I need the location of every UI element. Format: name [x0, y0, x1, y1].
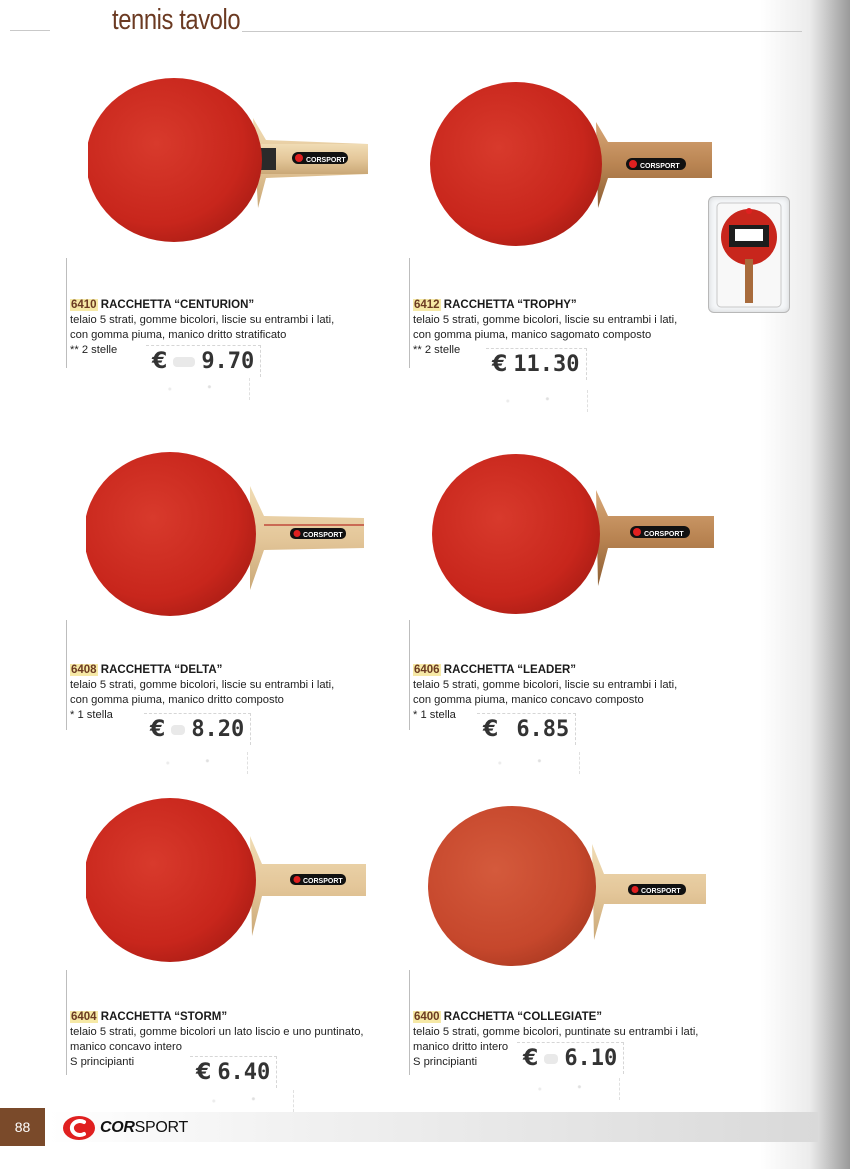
sticker-residue: [488, 390, 588, 412]
divider-line: [66, 970, 67, 1075]
page-gutter-shadow: [760, 0, 850, 1169]
product-description-line-2: con gomma piuma, manico sagomato composto: [413, 329, 652, 341]
product-name: RACCHETTA “TROPHY”: [443, 299, 577, 311]
corsport-c-icon: [62, 1115, 96, 1141]
product-code: 6408: [71, 664, 97, 676]
svg-text:CORSPORT: CORSPORT: [640, 163, 680, 170]
corsport-logo-icon: [630, 526, 690, 538]
product-description-line-1: telaio 5 strati, gomme bicolori, liscie su entrambi i lati,: [70, 679, 335, 691]
header-rule: [242, 31, 802, 32]
euro-sign: €: [196, 1060, 212, 1085]
product-description-line-1: telaio 5 strati, gomme bicolori, liscie su entrambi i lati,: [413, 314, 678, 326]
product-description-line-1: telaio 5 strati, gomme bicolori, puntinate su entrambi i lati,: [413, 1026, 699, 1038]
paddle-image-6404: [86, 796, 371, 971]
paddle-image-6400: [428, 804, 713, 979]
footer-brand-text: CORSPORT: [100, 1119, 188, 1136]
product-code: 6410: [71, 299, 97, 311]
sticker-residue: [148, 752, 248, 774]
product-name: RACCHETTA “DELTA”: [100, 664, 223, 676]
euro-sign: €: [492, 352, 508, 377]
divider-line: [409, 620, 410, 730]
header-rule-left: [10, 30, 50, 31]
euro-sign: €: [483, 717, 499, 742]
divider-line: [409, 258, 410, 368]
price-value: 6.40: [217, 1060, 271, 1085]
product-description-line-2: con gomma piuma, manico dritto stratificato: [70, 329, 287, 341]
product-name: RACCHETTA “STORM”: [100, 1011, 228, 1023]
product-name: RACCHETTA “CENTURION”: [100, 299, 255, 311]
product-rating: ** 2 stelle: [70, 344, 118, 356]
price-value: 8.20: [191, 717, 245, 742]
page-title: tennis tavolo: [112, 4, 241, 36]
price-tag-6400: [517, 1042, 624, 1074]
divider-line: [409, 970, 410, 1075]
product-name: RACCHETTA “LEADER”: [443, 664, 577, 676]
product-6406: [413, 663, 753, 723]
svg-text:CORSPORT: CORSPORT: [644, 531, 684, 538]
product-description-line-2: manico dritto intero: [413, 1041, 509, 1053]
svg-text:CORSPORT: CORSPORT: [306, 157, 346, 164]
price-value: 6.85: [516, 717, 570, 742]
price-tag-6410: [146, 345, 261, 377]
price-tag-6404: [190, 1056, 277, 1088]
price-tag-6406: [477, 713, 576, 745]
product-rating: S principianti: [70, 1056, 135, 1068]
smudge-mark: [544, 1054, 558, 1064]
corsport-logo-icon: [626, 158, 686, 170]
price-value: 6.10: [564, 1046, 618, 1071]
product-description-line-2: manico concavo intero: [70, 1041, 182, 1053]
product-rating: * 1 stella: [413, 709, 456, 721]
product-title: [70, 1010, 410, 1025]
product-description-line-1: telaio 5 strati, gomme bicolori, liscie su entrambi i lati,: [70, 314, 335, 326]
price-value: 11.30: [513, 352, 580, 377]
svg-text:CORSPORT: CORSPORT: [303, 532, 343, 539]
product-title: [413, 298, 753, 313]
product-name: RACCHETTA “COLLEGIATE”: [443, 1011, 603, 1023]
sticker-residue: [194, 1090, 294, 1112]
price-tag-6412: [486, 348, 587, 380]
page-number: 88: [0, 1108, 45, 1146]
sticker-residue: [520, 1078, 620, 1100]
paddle-image-6412: [430, 78, 715, 253]
footer-brand-logo: [62, 1115, 188, 1141]
euro-sign: €: [150, 717, 166, 742]
corsport-logo-icon: [292, 152, 348, 164]
svg-text:CORSPORT: CORSPORT: [641, 888, 681, 895]
product-code: 6406: [414, 664, 440, 676]
product-code: 6412: [414, 299, 440, 311]
divider-line: [66, 620, 67, 730]
corsport-logo-icon: [628, 884, 686, 895]
divider-line: [66, 258, 67, 368]
corsport-logo-icon: [290, 874, 346, 885]
product-rating: S principianti: [413, 1056, 478, 1068]
smudge-mark: [173, 357, 195, 367]
paddle-image-6410: [88, 78, 373, 253]
sticker-residue: [150, 378, 250, 400]
product-title: [70, 298, 410, 313]
euro-sign: €: [152, 349, 168, 374]
price-value: 9.70: [201, 349, 255, 374]
smudge-mark: [171, 725, 185, 735]
product-title: [70, 663, 410, 678]
product-description-line-2: con gomma piuma, manico concavo composto: [413, 694, 644, 706]
product-description-line-1: telaio 5 strati, gomme bicolori, liscie su entrambi i lati,: [413, 679, 678, 691]
product-rating: ** 2 stelle: [413, 344, 461, 356]
product-rating: * 1 stella: [70, 709, 113, 721]
product-title: [413, 663, 753, 678]
svg-text:CORSPORT: CORSPORT: [303, 878, 343, 885]
product-description-line-1: telaio 5 strati, gomme bicolori un lato liscio e uno puntinato,: [70, 1026, 364, 1038]
price-tag-6408: [144, 713, 251, 745]
product-title: [413, 1010, 753, 1025]
blister-pack-image: [708, 196, 790, 313]
paddle-image-6406: [432, 450, 717, 625]
product-code: 6400: [414, 1011, 440, 1023]
product-description-line-2: con gomma piuma, manico dritto composto: [70, 694, 284, 706]
sticker-residue: [480, 752, 580, 774]
product-code: 6404: [71, 1011, 97, 1023]
corsport-logo-icon: [290, 528, 346, 539]
paddle-image-6408: [86, 450, 371, 625]
euro-sign: €: [523, 1046, 539, 1071]
